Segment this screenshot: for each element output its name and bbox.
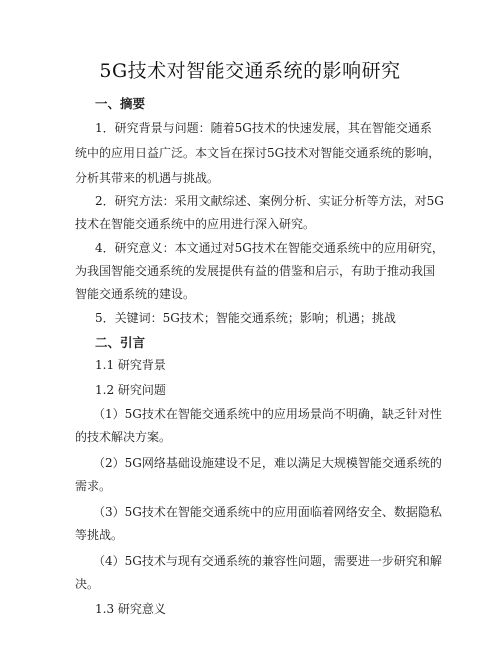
abstract-item-4-line-3: 智能交通系统的建设。 [75, 287, 196, 301]
abstract-item-4-line-2: 为我国智能交通系统的发展提供有益的借鉴和启示，有助于推动我国 [75, 264, 436, 278]
subsection-1-1: 1.1 研究背景 [95, 358, 166, 372]
section-heading-abstract: 一、摘要 [95, 96, 146, 111]
problem-2-line-2: 需求。 [75, 479, 112, 493]
abstract-item-1-line-2: 统中的应用日益广泛。本文旨在探讨5G技术对智能交通系统的影响， [75, 146, 441, 160]
abstract-item-5-keywords: 5．关键词：5G技术；智能交通系统；影响；机遇；挑战 [95, 311, 396, 325]
abstract-item-1-line-3: 分析其带来的机遇与挑战。 [75, 171, 220, 185]
problem-4-line-2: 决。 [75, 577, 100, 591]
abstract-item-2-line-2: 技术在智能交通系统中的应用进行深入研究。 [75, 217, 316, 231]
problem-2-line-1: （2）5G网络基础设施建设不足，难以满足大规模智能交通系统的 [93, 456, 442, 470]
subsection-1-2: 1.2 研究问题 [95, 383, 166, 397]
section-heading-introduction: 二、引言 [95, 335, 146, 350]
abstract-item-4-line-1: 4．研究意义：本文通过对5G技术在智能交通系统中的应用研究， [95, 241, 444, 255]
abstract-item-2-line-1: 2．研究方法：采用文献综述、案例分析、实证分析等方法，对5G [95, 194, 444, 208]
subsection-1-3: 1.3 研究意义 [95, 602, 166, 616]
problem-3-line-1: （3）5G技术在智能交通系统中的应用面临着网络安全、数据隐私 [93, 505, 442, 519]
abstract-item-1-line-1: 1．研究背景与问题：随着5G技术的快速发展，其在智能交通系 [95, 121, 432, 135]
problem-1-line-2: 的技术解决方案。 [75, 430, 172, 444]
document-title: 5G技术对智能交通系统的影响研究 [99, 60, 401, 82]
problem-4-line-1: （4）5G技术与现有交通系统的兼容性问题，需要进一步研究和解 [93, 554, 442, 568]
problem-3-line-2: 等挑战。 [75, 528, 124, 542]
problem-1-line-1: （1）5G技术在智能交通系统中的应用场景尚不明确，缺乏针对性 [93, 407, 442, 421]
